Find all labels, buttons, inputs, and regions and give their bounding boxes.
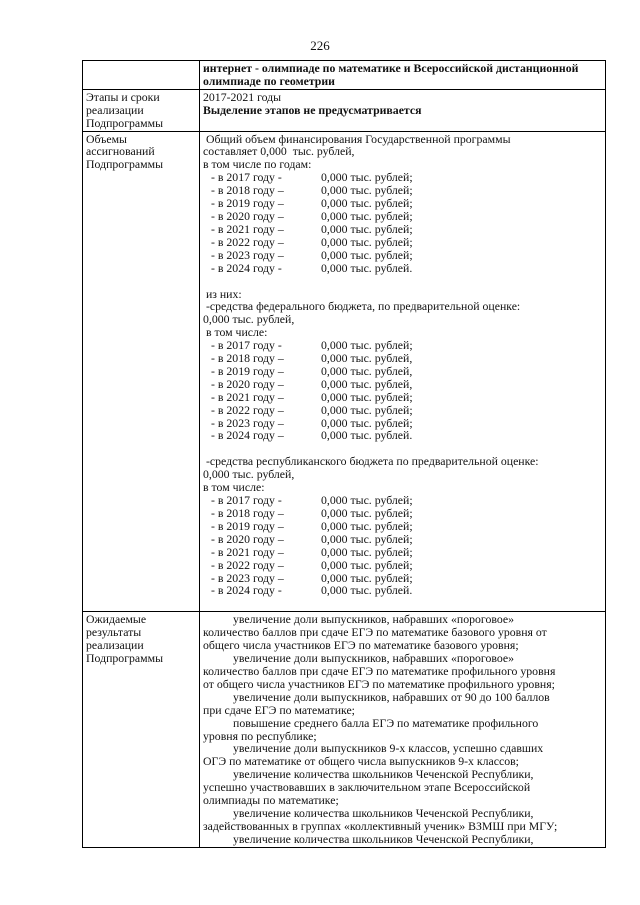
content-cell <box>200 612 606 847</box>
text-line: в том числе: <box>203 480 265 495</box>
result-line: от общего числа участников ЕГЭ по математике профильного уровня; <box>203 676 555 691</box>
year-label: - в 2020 году – <box>211 208 284 223</box>
amount-value: 0,000 тыс. рублей; <box>321 183 413 198</box>
amount-value: 0,000 тыс. рублей. <box>321 260 413 275</box>
year-label: - в 2021 году – <box>211 544 284 559</box>
result-line: повышение среднего балла ЕГЭ по математике профильного <box>233 715 539 730</box>
label-line: Ожидаемые <box>86 612 147 627</box>
year-label: - в 2017 году - <box>211 338 282 353</box>
year-amount-row <box>203 223 602 236</box>
result-line: количество баллов при сдаче ЕГЭ по математике профильного уровня <box>203 663 556 678</box>
label-line: Подпрограммы <box>86 115 164 130</box>
year-label: - в 2019 году – <box>211 363 284 378</box>
federal-years-list <box>203 339 602 442</box>
label-line: Этапы и сроки <box>86 89 160 104</box>
label-line: Подпрограммы <box>86 157 164 172</box>
amount-value: 0,000 тыс. рублей. <box>321 428 413 443</box>
year-label: - в 2023 году – <box>211 247 284 262</box>
text-line: 0,000 тыс. рублей, <box>203 467 295 482</box>
year-amount-row <box>203 210 602 223</box>
text-line: из них: <box>203 286 242 301</box>
page-number: 226 <box>310 38 330 53</box>
year-amount-row <box>203 378 602 391</box>
amount-value: 0,000 тыс. рублей; <box>321 196 413 211</box>
year-label: - в 2017 году - <box>211 493 282 508</box>
text-line: олимпиаде по геометрии <box>203 73 335 88</box>
year-amount-row <box>203 249 602 262</box>
year-label: - в 2022 году – <box>211 234 284 249</box>
amount-value: 0,000 тыс. рублей; <box>321 415 413 430</box>
text-line: составляет 0,000 тыс. рублей, <box>203 144 355 159</box>
year-label: - в 2023 году – <box>211 415 284 430</box>
result-line: увеличение доли выпускников, набравших «пороговое» <box>233 651 515 666</box>
year-amount-row <box>203 236 602 249</box>
year-label: - в 2023 году – <box>211 570 284 585</box>
result-line: количество баллов при сдаче ЕГЭ по математике базового уровня от <box>203 625 547 640</box>
year-label: - в 2019 году – <box>211 518 284 533</box>
content-cell <box>200 131 606 612</box>
result-line: задействованных в группах «коллективный ученик» ВЗМШ при МГУ; <box>203 818 558 833</box>
year-label: - в 2018 году – <box>211 506 284 520</box>
amount-value: 0,000 тыс. рублей; <box>321 518 413 533</box>
year-label: - в 2018 году – <box>211 351 284 366</box>
year-label: - в 2020 году – <box>211 376 284 391</box>
amount-value: 0,000 тыс. рублей; <box>321 493 413 508</box>
result-line: увеличение доли выпускников, набравших от 90 до 100 баллов <box>233 689 550 704</box>
year-amount-row <box>203 507 602 520</box>
label-line: реализации <box>86 102 144 117</box>
year-label: - в 2024 году - <box>211 260 282 275</box>
result-line: увеличение доли выпускников 9-х классов, успешно сдавших <box>233 741 544 756</box>
result-line: увеличение количества школьников Чеченской Республики, <box>233 767 534 782</box>
result-line: ОГЭ по математике от общего числа выпускников 9-х классов; <box>203 754 519 769</box>
total-years-list <box>203 171 602 274</box>
year-amount-row <box>203 584 602 597</box>
label-cell <box>83 89 200 131</box>
amount-value: 0,000 тыс. рублей, <box>321 376 413 391</box>
content-cell <box>200 61 606 90</box>
year-amount-row <box>203 429 602 442</box>
year-label: - в 2021 году – <box>211 221 284 236</box>
year-amount-row <box>203 391 602 404</box>
table-row <box>83 89 606 131</box>
amount-value: 0,000 тыс. рублей; <box>321 402 413 417</box>
year-amount-row <box>203 533 602 546</box>
text-line: в том числе: <box>203 325 268 340</box>
label-line: ассигнований <box>86 144 155 159</box>
amount-value: 0,000 тыс. рублей; <box>321 506 413 520</box>
amount-value: 0,000 тыс. рублей; <box>321 247 413 262</box>
amount-value: 0,000 тыс. рублей. <box>321 583 413 598</box>
label-cell <box>83 131 200 612</box>
amount-value: 0,000 тыс. рублей; <box>321 338 413 353</box>
amount-value: 0,000 тыс. рублей, <box>321 351 413 366</box>
text-line: в том числе по годам: <box>203 157 312 172</box>
year-label: - в 2021 году – <box>211 389 284 404</box>
year-label: - в 2022 году – <box>211 557 284 572</box>
text-line: 0,000 тыс. рублей, <box>203 312 295 327</box>
year-label: - в 2018 году – <box>211 183 284 198</box>
amount-value: 0,000 тыс. рублей; <box>321 234 413 249</box>
amount-value: 0,000 тыс. рублей; <box>321 389 413 404</box>
passport-table <box>82 60 606 848</box>
period-text: 2017-2021 годы <box>203 89 282 104</box>
result-line: успешно участвовавших в заключительном этапе Всероссийской <box>203 780 531 795</box>
result-line: увеличение количества школьников Чеченской Республики, <box>233 831 534 846</box>
year-label: - в 2017 году - <box>211 170 282 185</box>
label-line: Объемы <box>86 131 127 146</box>
year-amount-row <box>203 546 602 559</box>
year-label: - в 2024 году - <box>211 583 282 598</box>
table-row <box>83 131 606 612</box>
year-amount-row <box>203 352 602 365</box>
label-cell <box>83 612 200 847</box>
regional-years-list <box>203 494 602 597</box>
label-cell <box>83 61 200 90</box>
text-line: интернет - олимпиаде по математике и Всероссийской дистанционной <box>203 61 579 75</box>
label-line: реализации <box>86 638 144 653</box>
year-amount-row <box>203 559 602 572</box>
table-row <box>83 61 606 90</box>
year-amount-row <box>203 365 602 378</box>
year-amount-row <box>203 520 602 533</box>
amount-value: 0,000 тыс. рублей; <box>321 208 413 223</box>
text-line: -средства республиканского бюджета по предварительной оценке: <box>203 454 539 469</box>
amount-value: 0,000 тыс. рублей; <box>321 531 413 546</box>
year-label: - в 2020 году – <box>211 531 284 546</box>
stages-note: Выделение этапов не предусматривается <box>203 102 422 117</box>
content-cell <box>200 89 606 131</box>
year-label: - в 2022 году – <box>211 402 284 417</box>
year-label: - в 2019 году – <box>211 196 284 211</box>
label-line: Подпрограммы <box>86 651 164 666</box>
amount-value: 0,000 тыс. рублей; <box>321 221 413 236</box>
result-line: увеличение доли выпускников, набравших «пороговое» <box>233 612 515 627</box>
year-amount-row <box>203 262 602 275</box>
table-row <box>83 612 606 847</box>
result-line: уровня по республике; <box>203 728 317 743</box>
result-line: олимпиады по математике; <box>203 793 339 808</box>
amount-value: 0,000 тыс. рублей, <box>321 363 413 378</box>
amount-value: 0,000 тыс. рублей; <box>321 170 413 185</box>
label-line: результаты <box>86 625 142 640</box>
year-label: - в 2024 году – <box>211 428 284 443</box>
year-amount-row <box>203 404 602 417</box>
result-line: при сдаче ЕГЭ по математике; <box>203 702 355 717</box>
amount-value: 0,000 тыс. рублей; <box>321 544 413 559</box>
text-line: -средства федерального бюджета, по предварительной оценке: <box>203 299 521 314</box>
text-line: Общий объем финансирования Государственной программы <box>203 131 511 146</box>
result-line: общего числа участников ЕГЭ по математике базового уровня; <box>203 638 519 653</box>
amount-value: 0,000 тыс. рублей; <box>321 570 413 585</box>
amount-value: 0,000 тыс. рублей; <box>321 557 413 572</box>
result-line: увеличение количества школьников Чеченской Республики, <box>233 805 534 820</box>
